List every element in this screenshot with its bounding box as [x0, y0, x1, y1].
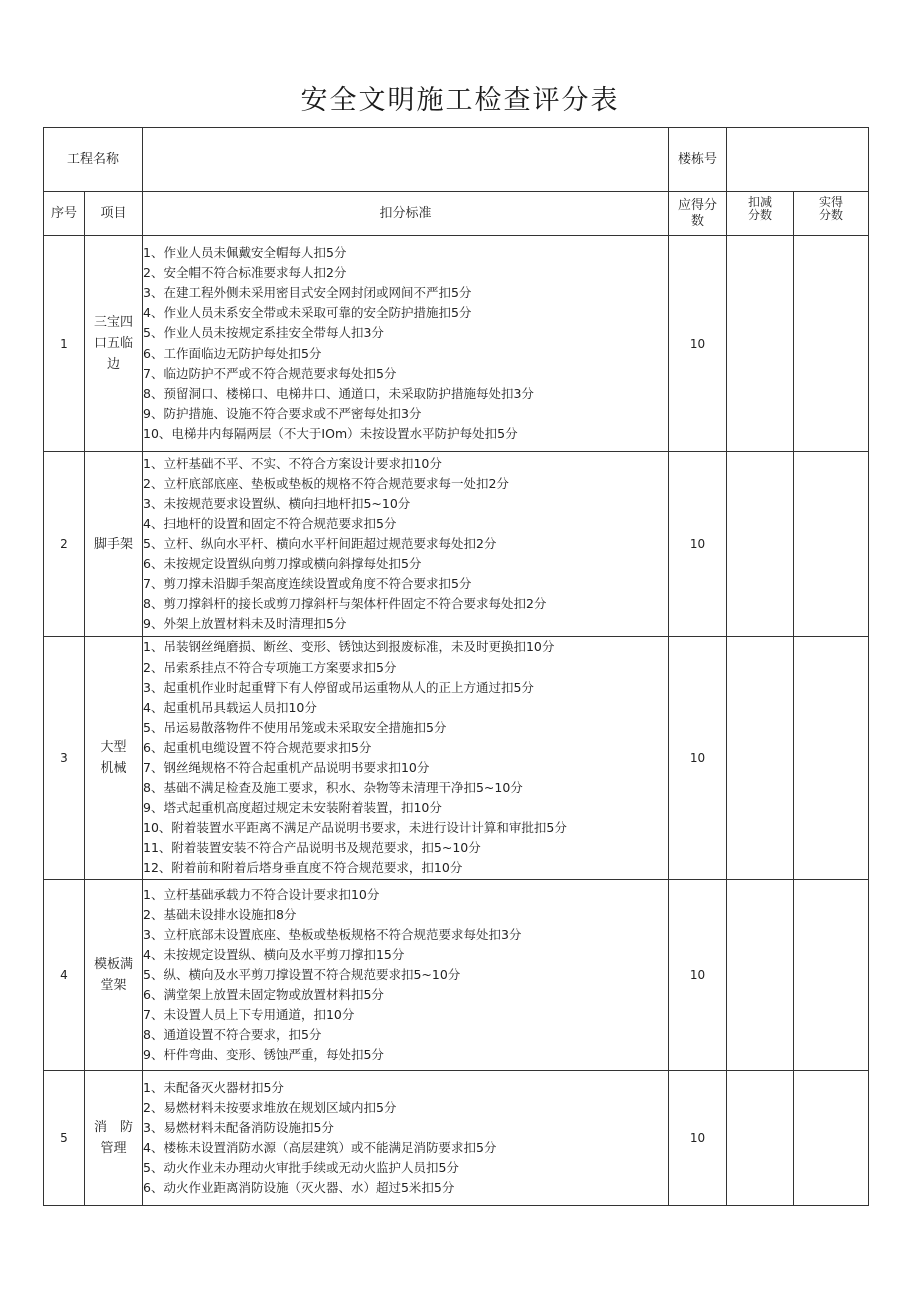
section-row: [44, 236, 869, 452]
deduct-score-cell[interactable]: [727, 452, 794, 637]
criteria-item: 10、附着装置水平距离不满足产品说明书要求，未进行设计计算和审批扣5分: [143, 820, 567, 836]
section-no: 3: [44, 637, 85, 880]
criteria-item: 2、易燃材料未按要求堆放在规划区域内扣5分: [143, 1099, 397, 1115]
criteria-item: 4、作业人员未系安全带或未采取可靠的安全防护措施扣5分: [143, 305, 472, 321]
criteria-item: 11、附着装置安装不符合产品说明书及规范要求，扣5~10分: [143, 840, 481, 856]
criteria-item: 2、安全帽不符合标准要求每人扣2分: [143, 265, 347, 281]
criteria-item: 1、作业人员未佩戴安全帽每人扣5分: [143, 245, 347, 261]
criteria-item: 5、纵、横向及水平剪刀撑设置不符合规范要求扣5~10分: [143, 966, 461, 982]
criteria-item: 6、动火作业距离消防设施（灭火器、水）超过5米扣5分: [143, 1180, 455, 1196]
criteria-item: 3、在建工程外侧未采用密目式安全网封闭或网间不严扣5分: [143, 285, 472, 301]
actual-score-cell[interactable]: [794, 1071, 869, 1206]
actual-score-cell[interactable]: [794, 637, 869, 880]
criteria-item: 4、未按规定设置纵、横向及水平剪刀撑扣15分: [143, 946, 405, 962]
criteria-item: 5、动火作业未办理动火审批手续或无动火监护人员扣5分: [143, 1160, 459, 1176]
criteria-item: 12、附着前和附着后塔身垂直度不符合规范要求，扣10分: [143, 860, 463, 876]
criteria-item: 7、钢丝绳规格不符合起重机产品说明书要求扣10分: [143, 760, 430, 775]
criteria-item: 7、未设置人员上下专用通道，扣10分: [143, 1007, 355, 1023]
criteria-item: 2、基础未设排水设施扣8分: [143, 906, 297, 922]
section-name: 三宝四口五临边: [85, 236, 143, 452]
criteria-item: 3、起重机作业时起重臂下有人停留或吊运重物从人的正上方通过扣5分: [143, 679, 534, 695]
project-info-row: [44, 128, 869, 192]
criteria-list: [143, 637, 669, 880]
column-header-row: [44, 192, 869, 236]
criteria-item: 6、起重机电缆设置不符合规范要求扣5分: [143, 739, 372, 755]
criteria-list: [143, 1071, 669, 1206]
project-name-value[interactable]: [143, 128, 669, 192]
criteria-item: 3、未按规范要求设置纵、横向扫地杆扣5~10分: [143, 495, 411, 511]
criteria-item: 1、未配备灭火器材扣5分: [143, 1079, 284, 1095]
deduct-score-cell[interactable]: [727, 236, 794, 452]
section-row: [44, 880, 869, 1071]
criteria-item: 3、立杆底部未设置底座、垫板或垫板规格不符合规范要求每处扣3分: [143, 926, 522, 942]
deduct-score-cell[interactable]: [727, 637, 794, 880]
actual-score-cell[interactable]: [794, 452, 869, 637]
col-item: 项目: [85, 192, 143, 236]
col-full-score: 应得分数: [669, 192, 727, 236]
criteria-item: 4、楼栋未设置消防水源（高层建筑）或不能满足消防要求扣5分: [143, 1140, 497, 1155]
criteria-item: 9、外架上放置材料未及时清理扣5分: [143, 616, 347, 632]
section-name: 大型机械: [85, 637, 143, 880]
criteria-item: 8、剪刀撑斜杆的接长或剪刀撑斜杆与架体杆件固定不符合要求每处扣2分: [143, 596, 547, 612]
criteria-list: [143, 452, 669, 637]
section-row: [44, 452, 869, 637]
section-name: 脚手架: [85, 452, 143, 637]
criteria-list: [143, 880, 669, 1071]
full-score: 10: [669, 236, 727, 452]
section-row: [44, 637, 869, 880]
criteria-item: 8、预留洞口、楼梯口、电梯井口、通道口，未采取防护措施每处扣3分: [143, 385, 534, 401]
criteria-item: 9、塔式起重机高度超过规定未安装附着装置，扣10分: [143, 800, 442, 816]
col-deduct: 扣减分数: [727, 192, 794, 236]
section-no: 1: [44, 236, 85, 452]
col-actual: 实得分数: [794, 192, 869, 236]
full-score: 10: [669, 637, 727, 880]
building-no-value[interactable]: [727, 128, 869, 192]
criteria-item: 5、吊运易散落物件不使用吊笼或未采取安全措施扣5分: [143, 719, 447, 735]
col-criteria: 扣分标准: [143, 192, 669, 236]
project-name-label: 工程名称: [44, 128, 143, 192]
criteria-item: 9、防护措施、设施不符合要求或不严密每处扣3分: [143, 405, 422, 421]
building-no-label: 楼栋号: [669, 128, 727, 192]
section-row: [44, 1071, 869, 1206]
deduct-score-cell[interactable]: [727, 1071, 794, 1206]
criteria-item: 8、通道设置不符合要求，扣5分: [143, 1027, 322, 1043]
criteria-item: 1、吊装钢丝绳磨损、断丝、变形、锈蚀达到报废标准，未及时更换扣10分: [143, 639, 555, 655]
criteria-item: 9、杆件弯曲、变形、锈蚀严重，每处扣5分: [143, 1047, 384, 1063]
criteria-item: 4、起重机吊具载运人员扣10分: [143, 699, 317, 715]
criteria-item: 1、立杆基础不平、不实、不符合方案设计要求扣10分: [143, 455, 442, 471]
col-seq: 序号: [44, 192, 85, 236]
section-no: 2: [44, 452, 85, 637]
full-score: 10: [669, 1071, 727, 1206]
section-no: 5: [44, 1071, 85, 1206]
criteria-item: 7、剪刀撑未沿脚手架高度连续设置或角度不符合要求扣5分: [143, 576, 472, 592]
criteria-item: 3、易燃材料未配备消防设施扣5分: [143, 1119, 334, 1135]
criteria-item: 7、临边防护不严或不符合规范要求每处扣5分: [143, 365, 397, 381]
inspection-score-table: [43, 127, 869, 1206]
criteria-list: [143, 236, 669, 452]
page-title: 安全文明施工检查评分表: [300, 85, 620, 116]
criteria-item: 2、立杆底部底座、垫板或垫板的规格不符合规范要求每一处扣2分: [143, 475, 509, 491]
criteria-item: 1、立杆基础承载力不符合设计要求扣10分: [143, 886, 380, 902]
section-name: 模板满堂架: [85, 880, 143, 1071]
criteria-item: 2、吊索系挂点不符合专项施工方案要求扣5分: [143, 659, 397, 675]
criteria-item: 6、工作面临边无防护每处扣5分: [143, 345, 322, 361]
criteria-item: 5、作业人员未按规定系挂安全带每人扣3分: [143, 325, 384, 341]
deduct-score-cell[interactable]: [727, 880, 794, 1071]
criteria-item: 8、基础不满足检查及施工要求，积水、杂物等未清理干净扣5~10分: [143, 780, 523, 796]
section-no: 4: [44, 880, 85, 1071]
actual-score-cell[interactable]: [794, 880, 869, 1071]
criteria-item: 6、满堂架上放置未固定物或放置材料扣5分: [143, 987, 384, 1003]
actual-score-cell[interactable]: [794, 236, 869, 452]
criteria-item: 4、扫地杆的设置和固定不符合规范要求扣5分: [143, 515, 397, 531]
criteria-item: 10、电梯井内每隔两层（不大于IOm）未按设置水平防护每处扣5分: [143, 425, 518, 441]
criteria-item: 6、未按规定设置纵向剪刀撑或横向斜撑每处扣5分: [143, 556, 422, 572]
full-score: 10: [669, 452, 727, 637]
full-score: 10: [669, 880, 727, 1071]
criteria-item: 5、立杆、纵向水平杆、横向水平杆间距超过规范要求每处扣2分: [143, 535, 497, 551]
section-name: 消 防管理: [85, 1071, 143, 1206]
